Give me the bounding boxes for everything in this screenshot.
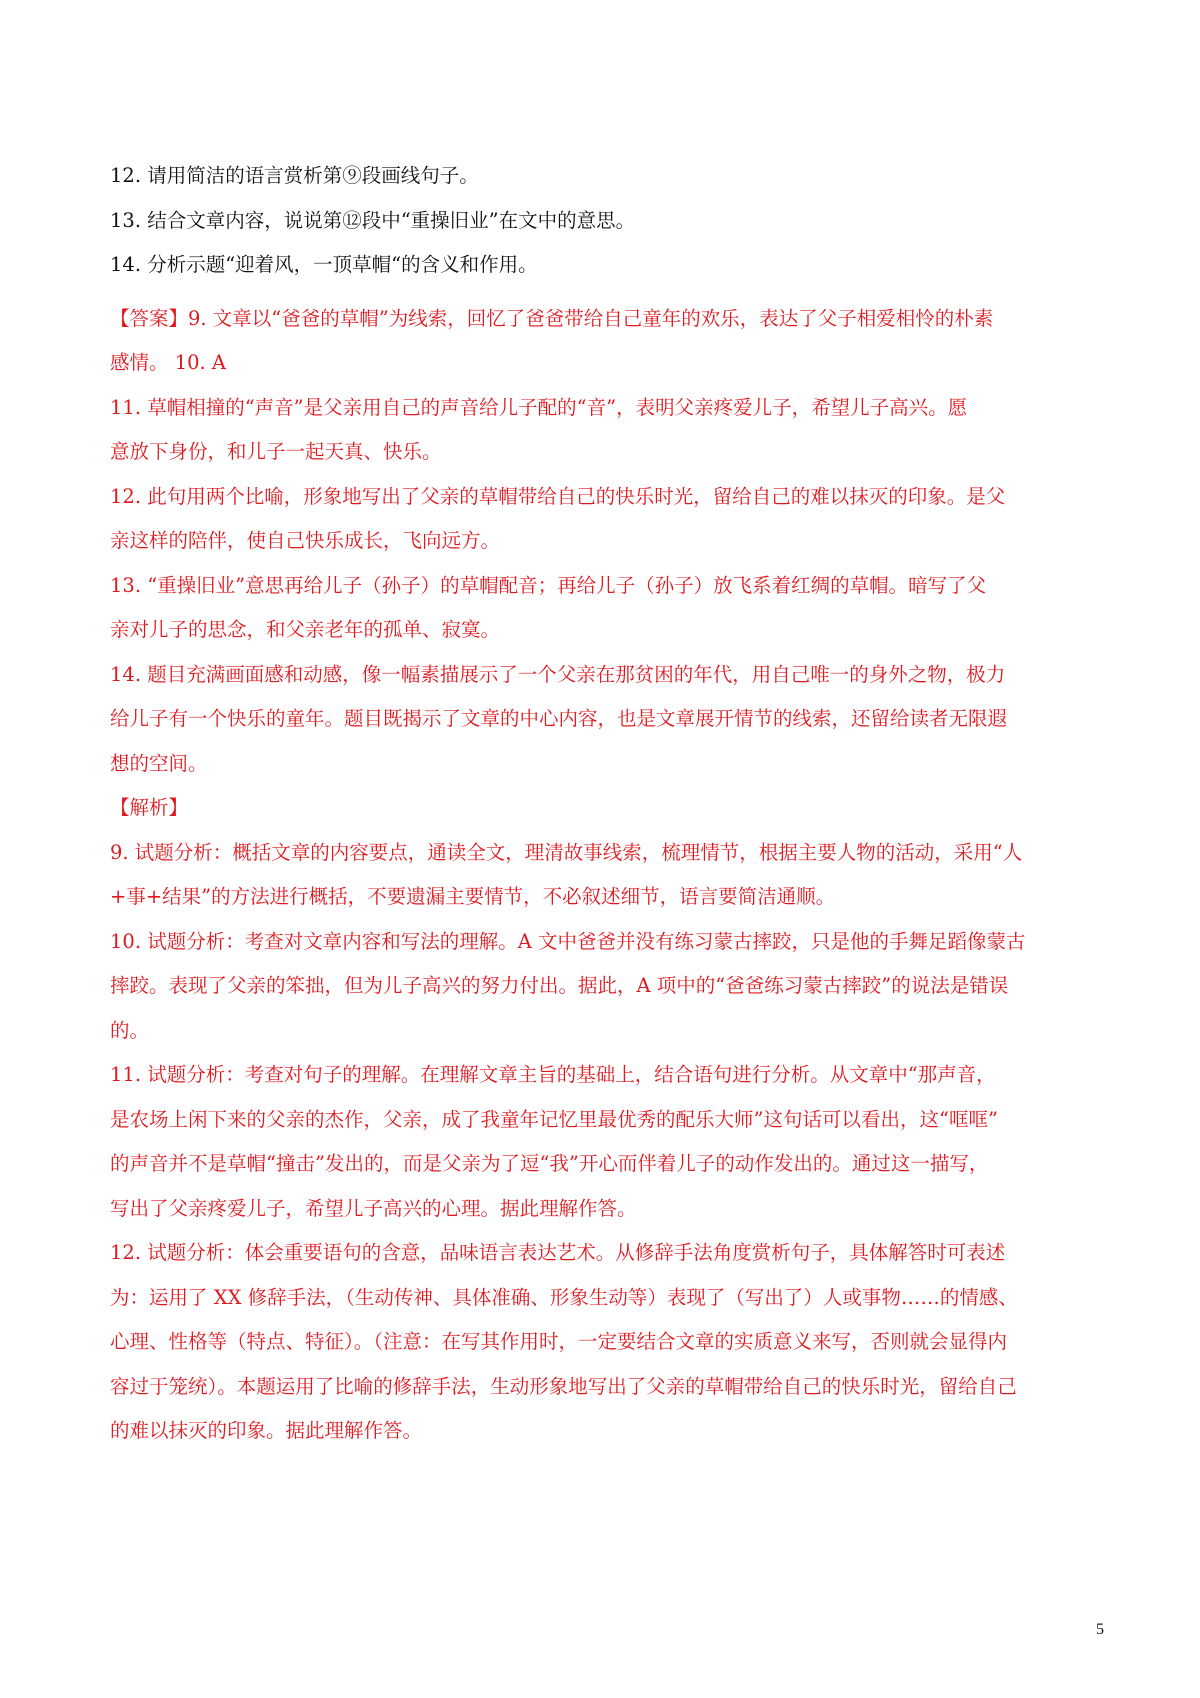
analysis-line: 心理、性格等（特点、特征）。（注意：在写其作用时，一定要结合文章的实质意义来写，否则就会显得内 (110, 1330, 1008, 1353)
analysis-line: 11. 试题分析：考查对句子的理解。在理解文章主旨的基础上，结合语句进行分析。从文章中“那声音， (110, 1063, 996, 1086)
analysis-line: 12. 试题分析：体会重要语句的含意，品味语言表达艺术。从修辞手法角度赏析句子，具体解答时可表述 (110, 1241, 1006, 1264)
answer-line: 13. “重操旧业”意思再给儿子（孙子）的草帽配音；再给儿子（孙子）放飞系着红绸的草帽。暗写了父 (110, 573, 987, 597)
answer-line: 14. 题目充满画面感和动感，像一幅素描展示了一个父亲在那贫困的年代，用自己唯一的身外之物，极力 (110, 662, 1006, 686)
answer-line: 11. 草帽相撞的“声音”是父亲用自己的声音给儿子配的“音”，表明父亲疼爱儿子，希望儿子高兴。愿 (110, 395, 968, 419)
answer-line: 【答案】9. 文章以“爸爸的草帽”为线索，回忆了爸爸带给自己童年的欢乐，表达了父子相爱相怜的朴素 (110, 306, 994, 330)
analysis-section (110, 786, 1106, 1454)
page-number: 5 (1096, 1621, 1104, 1638)
analysis-line: 的。 (110, 1018, 150, 1042)
answer-line: 亲这样的陪伴，使自己快乐成长，飞向远方。 (110, 529, 501, 552)
answer-line: 意放下身份，和儿子一起天真、快乐。 (110, 440, 442, 463)
answer-line: 12. 此句用两个比喻，形象地写出了父亲的草帽带给自己的快乐时光，留给自己的难以抹灭的印象。是父 (110, 484, 1006, 508)
answer-line: 感情。 10. A (110, 351, 226, 374)
analysis-line: 容过于笼统）。本题运用了比喻的修辞手法，生动形象地写出了父亲的草帽带给自己的快乐时光，留给自己 (110, 1374, 1017, 1398)
analysis-line: 9. 试题分析：概括文章的内容要点，通读全文，理清故事线索，梳理情节，根据主要人物的活动，采用“人 (110, 840, 1023, 864)
analysis-line: 的难以抹灭的印象。据此理解作答。 (110, 1419, 423, 1442)
question-13: 13. 结合文章内容，说说第⑫段中“重操旧业”在文中的意思。 (110, 208, 636, 232)
analysis-line: 10. 试题分析：考查对文章内容和写法的理解。A 文中爸爸并没有练习蒙古摔跤，只是他的手舞足蹈像蒙古 (110, 929, 1026, 953)
answer-line: 想的空间。 (110, 751, 208, 775)
answer-line: 亲对儿子的思念，和父亲老年的孤单、寂寞。 (110, 618, 501, 641)
page-content (110, 154, 1106, 1454)
analysis-line: 是农场上闲下来的父亲的杰作，父亲，成了我童年记忆里最优秀的配乐大师”这句话可以看出，这“哐哐” (110, 1107, 998, 1131)
analysis-line: +事+结果”的方法进行概括，不要遗漏主要情节，不必叙述细节，语言要简洁通顺。 (110, 885, 836, 908)
analysis-line: 为：运用了 XX 修辞手法，（生动传神、具体准确、形象生动等）表现了（写出了）人或事物……的情感、 (110, 1285, 1018, 1309)
question-12: 12. 请用简洁的语言赏析第⑨段画线句子。 (110, 164, 479, 187)
answer-line: 给儿子有一个快乐的童年。题目既揭示了文章的中心内容，也是文章展开情节的线索，还留给读者无限遐 (110, 707, 1008, 730)
question-14: 14. 分析示题“迎着风，一顶草帽“的含义和作用。 (110, 253, 538, 276)
analysis-line: 写出了父亲疼爱儿子，希望儿子高兴的心理。据此理解作答。 (110, 1196, 637, 1220)
analysis-line: 的声音并不是草帽“撞击”发出的，而是父亲为了逗“我”开心而伴着儿子的动作发出的。通过这一描写， (110, 1152, 989, 1175)
answer-section (110, 297, 1106, 787)
analysis-line: 摔跤。表现了父亲的笨拙，但为儿子高兴的努力付出。据此，A 项中的“爸爸练习蒙古摔跤”的说法是错误 (110, 974, 1009, 997)
analysis-heading: 【解析】 (110, 796, 189, 819)
